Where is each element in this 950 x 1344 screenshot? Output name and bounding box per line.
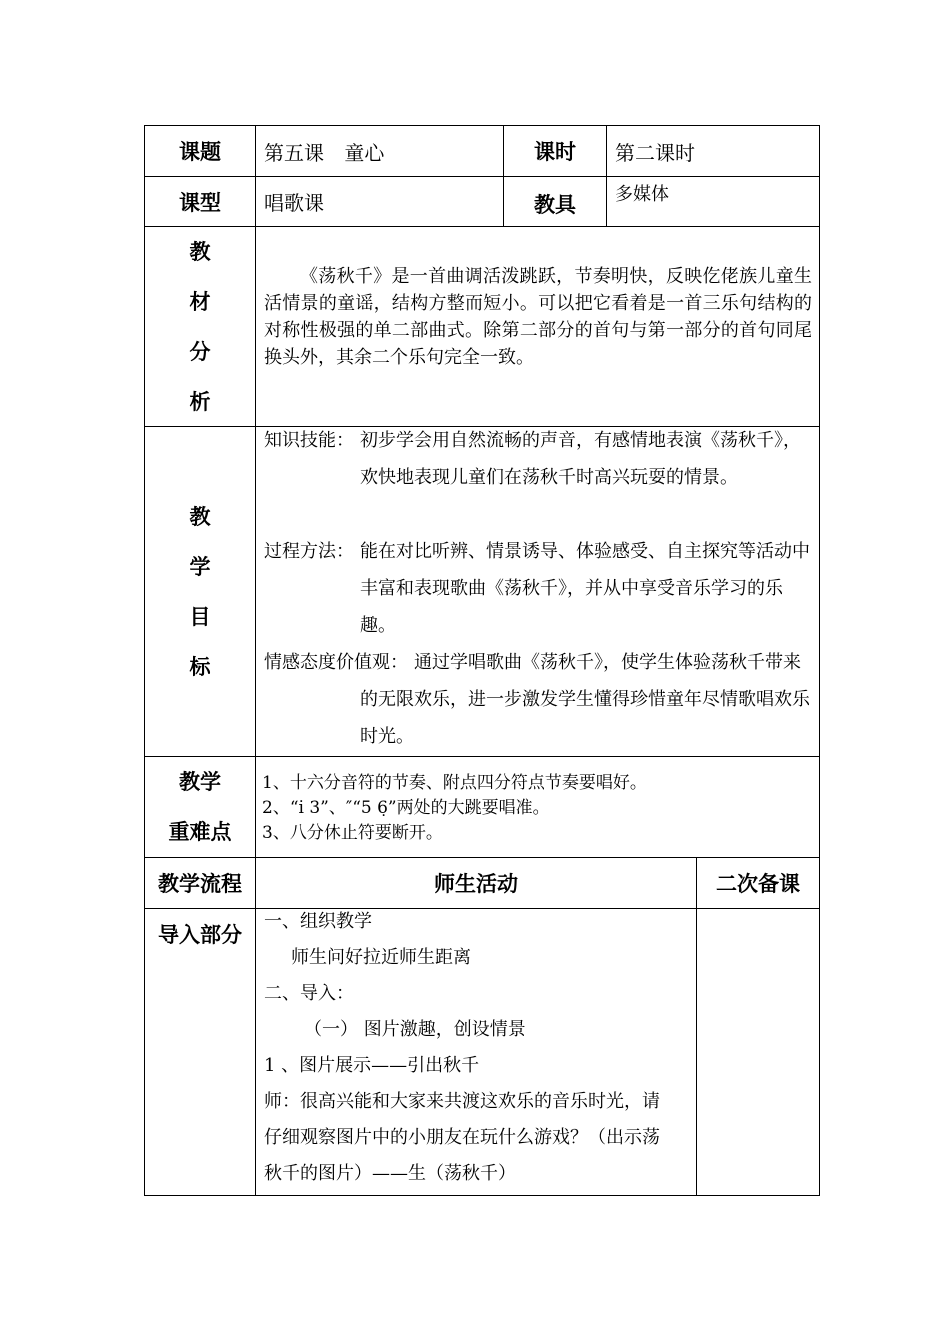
subject-label: 课题 (179, 140, 221, 164)
goals-label-char: 目 (189, 604, 211, 629)
intro-label: 导入部分 (158, 923, 242, 947)
analysis-label-char: 教 (189, 239, 211, 264)
goals-label-char: 教 (189, 504, 211, 529)
table-border-right (819, 125, 820, 1196)
tools-label: 教具 (534, 192, 576, 217)
col-divider (606, 125, 607, 227)
goals-label-char: 学 (189, 554, 211, 579)
difficulties-label (145, 757, 255, 857)
period-value: 第二课时 (615, 140, 695, 165)
intro-line: 1 、图片展示——引出秋千 (264, 1055, 480, 1076)
goal-item (264, 644, 814, 755)
intro-activities (264, 904, 688, 1192)
analysis-label-char: 材 (189, 289, 211, 314)
goal-label: 知识技能： (264, 430, 354, 451)
goal-text: 能在对比听辨、情景诱导、体验感受、自主探究等活动中丰富和表现歌曲《荡秋千》，并从中享受音乐学习的乐趣。 (360, 541, 810, 636)
period-label: 课时 (534, 140, 576, 164)
difficulty-item: 2、“i̇ 3”、″“5 6̣”两处的大跳要唱准。 (262, 798, 550, 818)
tools-value: 多媒体 (615, 184, 669, 205)
col-divider (255, 125, 256, 1196)
subject-value: 第五课 童心 (264, 140, 385, 165)
goal-label: 情感态度价值观： (264, 652, 408, 673)
table-border-bottom (144, 1195, 820, 1196)
analysis-label (145, 227, 255, 426)
type-value: 唱歌课 (264, 191, 324, 215)
intro-line: 一、组织教学 (264, 911, 372, 932)
goal-text: 初步学会用自然流畅的声音，有感情地表演《荡秋千》，欢快地表现儿童们在荡秋千时高兴玩耍的情景。 (360, 430, 801, 488)
goal-item (264, 533, 814, 644)
intro-line: 二、导入： (264, 983, 354, 1004)
intro-line: 秋千的图片）——生（荡秋千） (264, 1163, 516, 1184)
intro-line: 师：很高兴能和大家来共渡这欢乐的音乐时光，请 (264, 1091, 660, 1112)
goals-label-char: 标 (189, 654, 211, 679)
goals-label (145, 427, 255, 756)
difficulties-label-line: 重难点 (168, 820, 232, 844)
intro-line: 师生问好拉近师生距离 (291, 947, 471, 968)
process-col-revision: 二次备课 (716, 872, 800, 896)
type-label: 课型 (179, 190, 221, 215)
goal-item (264, 422, 814, 496)
intro-line: 仔细观察图片中的小朋友在玩什么游戏？（出示荡 (264, 1127, 660, 1148)
process-col-activity: 师生活动 (434, 872, 518, 896)
difficulty-item: 3、八分休止符要断开。 (262, 823, 443, 843)
goal-label: 过程方法： (264, 541, 354, 562)
difficulties-label-line: 教学 (179, 770, 221, 794)
analysis-label-char: 分 (189, 339, 211, 364)
goal-text-content: 通过学唱歌曲《荡秋千》，使学生体验荡秋千带来的无限欢乐，进一步激发学生懂得珍惜童年尽情歌唱欢乐时光。 (360, 652, 810, 747)
difficulty-item: 1、十六分音符的节奏、附点四分符点节奏要唱好。 (262, 773, 647, 793)
analysis-text: 《荡秋千》是一首曲调活泼跳跃，节奏明快，反映仡佬族儿童生活情景的童谣，结构方整而短小。可以把它看着是一首三乐句结构的对称性极强的单二部曲式。除第二部分的首句与第一部分的首句同尾换头外，其余二个乐句完全一致。 (264, 266, 812, 368)
intro-line: （一） 图片激趣，创设情景 (304, 1019, 526, 1040)
difficulties-list (262, 771, 812, 846)
analysis-label-char: 析 (189, 389, 211, 414)
process-col-flow: 教学流程 (158, 872, 242, 896)
